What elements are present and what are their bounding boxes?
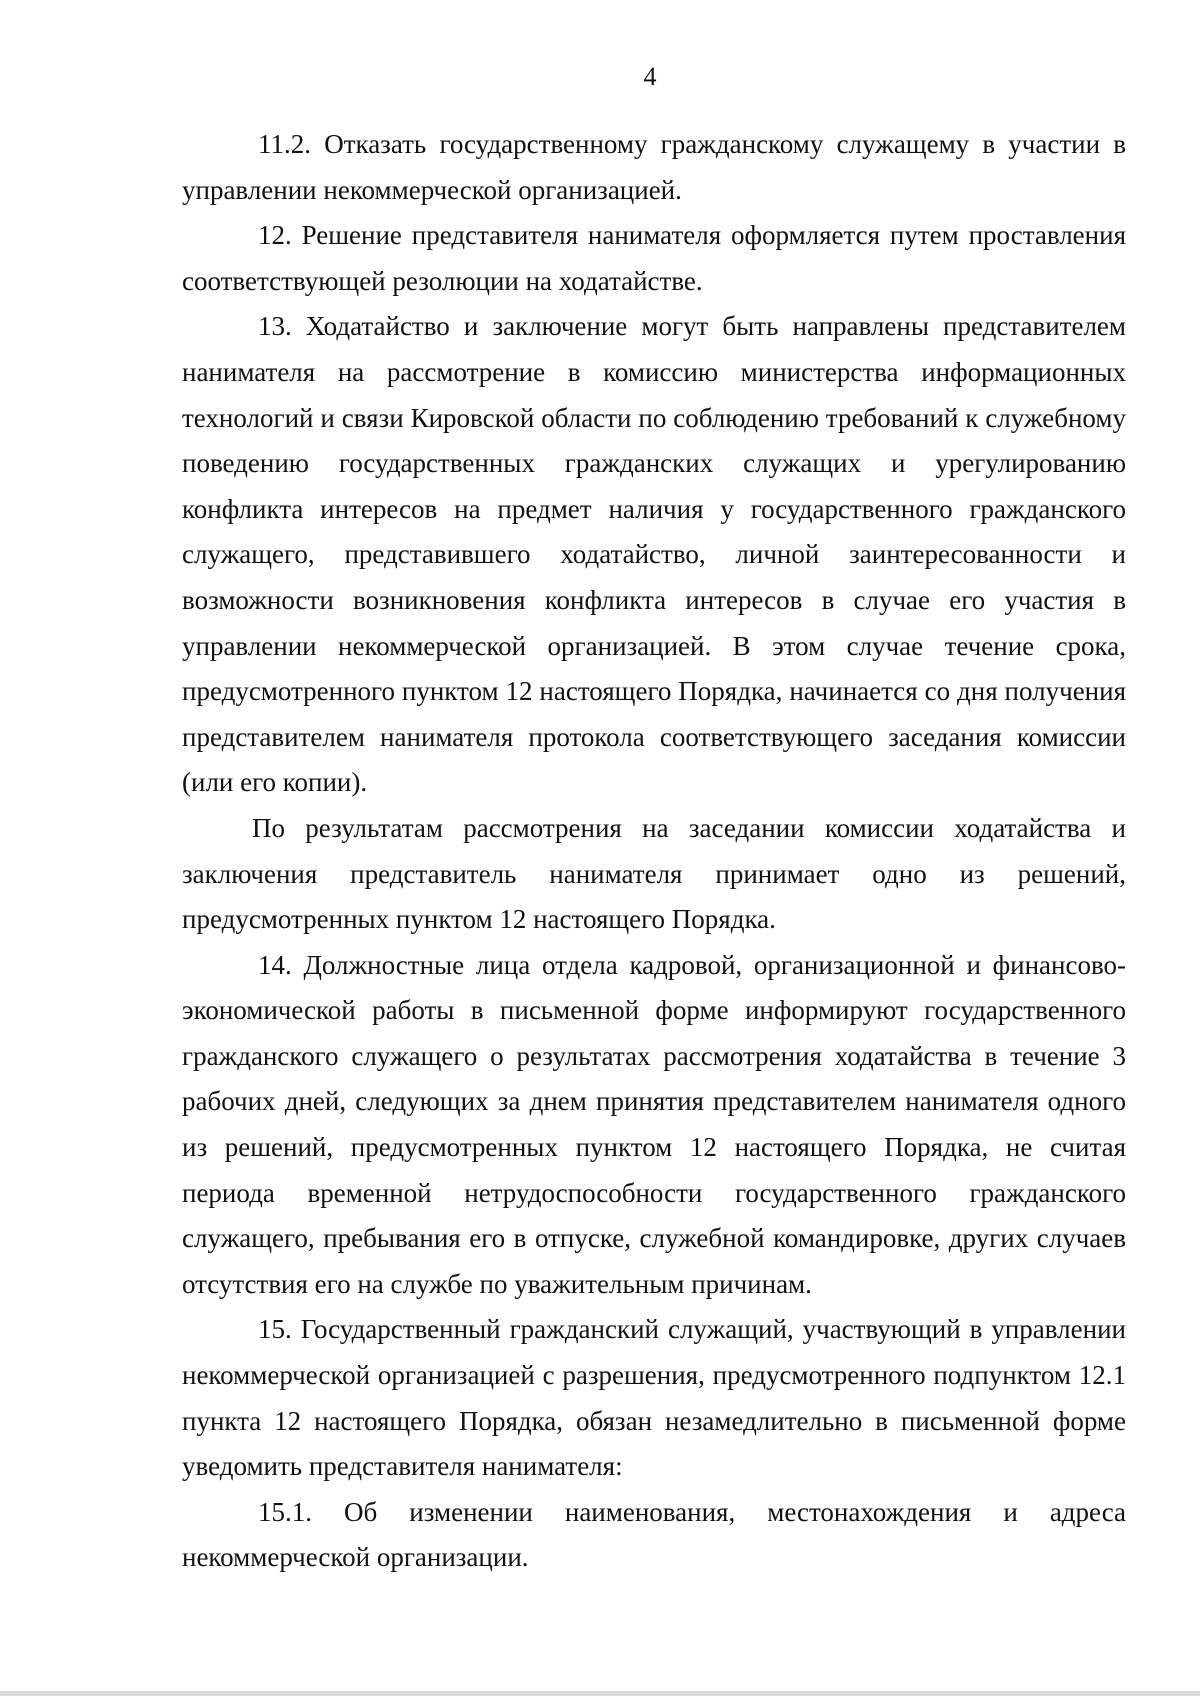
paragraph-15: 15. Государственный гражданский служащий, участвующий в управлении некоммерческой организацией с разрешения, предусмотренного подпунктом 12.1 пункта 12 настоящего Порядка, обязан незамедлительно в письменной форме уведомить представителя нанимателя: xyxy=(182,1314,1126,1482)
document-body xyxy=(182,122,1126,1581)
paragraph-14: 14. Должностные лица отдела кадровой, организационной и финансово-экономической работы в письменной форме информируют государственного гражданского служащего о результатах рассмотрения ходатайства в течение 3 рабочих дней, следующих за днем принятия представителем нанимателя одного из решений, предусмотренных пунктом 12 настоящего Порядка, не считая периода временной нетрудоспособности государственного гражданского служащего, пребывания его в отпуске, служебной командировке, других случаев отсутствия его на службе по уважительным причинам. xyxy=(182,949,1126,1299)
scan-bottom-edge xyxy=(0,1691,1200,1696)
paragraph-11-2: 11.2. Отказать государственному гражданскому служащему в участии в управлении некоммерческой организацией. xyxy=(182,129,1126,205)
paragraph-12: 12. Решение представителя нанимателя оформляется путем проставления соответствующей резолюции на ходатайстве. xyxy=(182,220,1126,296)
paragraph-13-continuation: По результатам рассмотрения на заседании комиссии ходатайства и заключения представитель нанимателя принимает одно из решений, предусмотренных пунктом 12 настоящего Порядка. xyxy=(182,812,1126,935)
paragraph-15-1: 15.1. Об изменении наименования, местонахождения и адреса некоммерческой организации. xyxy=(182,1496,1126,1573)
paragraph-13: 13. Ходатайство и заключение могут быть направлены представителем нанимателя на рассмотрение в комиссию министерства информационных технологий и связи Кировской области по соблюдению требований к служебному поведению государственных гражданских служащих и урегулированию конфликта интересов на предмет наличия у государственного гражданского служащего, представившего ходатайство, личной заинтересованности и возможности возникновения конфликта интересов в случае его участия в управлении некоммерческой организацией. В этом случае течение срока, предусмотренного пунктом 12 настоящего Порядка, начинается со дня получения представителем нанимателя протокола соответствующего заседания комиссии (или его копии). xyxy=(182,311,1126,798)
page-number: 4 xyxy=(643,62,657,91)
